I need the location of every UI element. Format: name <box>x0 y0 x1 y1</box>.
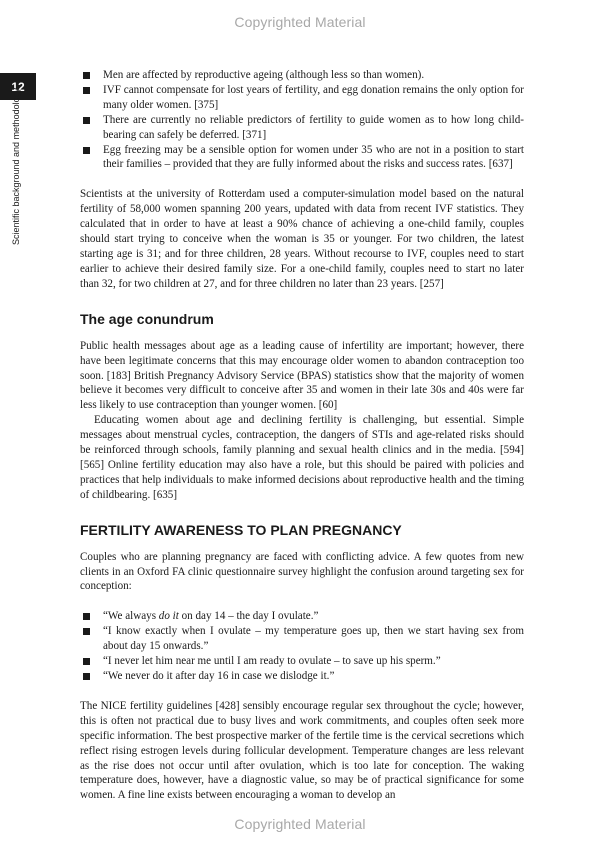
running-head: Scientific background and methodology <box>11 87 21 245</box>
list-item <box>80 609 524 624</box>
quote-emphasis: do it <box>158 610 179 623</box>
heading-fertility-awareness: FERTILITY AWARENESS TO PLAN PREGNANCY <box>80 521 402 538</box>
page-number: 12 <box>0 73 36 100</box>
list-item: “I know exactly when I ovulate – my temperature goes up, then we start having sex from about day 15 onwards.” <box>80 624 524 654</box>
age-paragraph-2: Educating women about age and declining fertility is challenging, but essential. Simple messages about menstrual cycles, contraception, the dangers of STIs and age-related risks should be reinforced through schools, family planning and sexual health clinics and in the media. [594] [565] Online fertility education may also have a role, but this should be paired with policies and practices that help individuals to make informed decisions about reproductive health and the timing of childbearing. [635] <box>80 414 524 501</box>
watermark-top: Copyrighted Material <box>234 14 366 30</box>
heading-age-conundrum: The age conundrum <box>80 310 214 327</box>
rotterdam-paragraph: Scientists at the university of Rotterdam used a computer-simulation model based on the natural fertility of 58,000 women spanning 200 years, updated with data from recent IVF statistics. They calculated that in order to have at least a 90% chance of achieving a one-child family, couples should start trying to conceive when the woman is 35 or younger. For two children, the latest starting age is 31; and for three children, 28 years. Without recourse to IVF, couples need to start earlier to achieve their desired family size. For a one-child family, couples need to start no later than 32, for two children at 27, and for three children no later than 23 years. [257] <box>80 188 524 290</box>
fa-intro-paragraph: Couples who are planning pregnancy are faced with conflicting advice. A few quotes from new clients in an Oxford FA clinic questionnaire survey highlight the confusion around targeting sex for conception: <box>80 550 524 593</box>
page-body <box>80 68 524 803</box>
watermark-bottom: Copyrighted Material <box>234 816 366 832</box>
list-item: IVF cannot compensate for lost years of fertility, and egg donation remains the only option for many older women. [375] <box>80 83 524 113</box>
age-paragraph-1: Public health messages about age as a leading cause of infertility are important; however, there have been legitimate concerns that this may encourage older women to abandon contraception too soon. [183] British Pregnancy Advisory Service (BPAS) statistics show that the majority of women believe it becomes very difficult to conceive after 35 and women in their late 30s and 40s were far less likely to use contraception than younger women. [60] <box>80 339 524 412</box>
quote-text: on day 14 – the day I ovulate.” <box>178 610 319 623</box>
list-item: “We never do it after day 16 in case we dislodge it.” <box>80 669 524 684</box>
quote-list <box>80 609 524 684</box>
list-item: Men are affected by reproductive ageing (although less so than women). <box>80 68 524 83</box>
top-bullet-list <box>80 68 524 172</box>
list-item: Egg freezing may be a sensible option for women under 35 who are not in a position to start their families – provided that they are fully informed about the risks and success rates. [637] <box>80 143 524 173</box>
quote-text: “We always <box>103 610 159 623</box>
nice-paragraph: The NICE fertility guidelines [428] sensibly encourage regular sex throughout the cycle; however, this is often not practical due to busy lives and work commitments, and couples often seek more specific information. The best prospective marker of the fertile time is the cervical secretions which reflect rising estrogen levels during follicular development. Temperature changes are less relevant as the rise does not occur until after ovulation, which is too late for conception. The waking temperature does, however, have a diagnostic value, so may be of practical significance for some women. A fine line exists between encouraging a woman to develop an <box>80 699 524 802</box>
list-item: There are currently no reliable predictors of fertility to guide women as to how long child-bearing can safely be deferred. [371] <box>80 113 524 143</box>
list-item: “I never let him near me until I am ready to ovulate – to save up his sperm.” <box>80 654 524 669</box>
